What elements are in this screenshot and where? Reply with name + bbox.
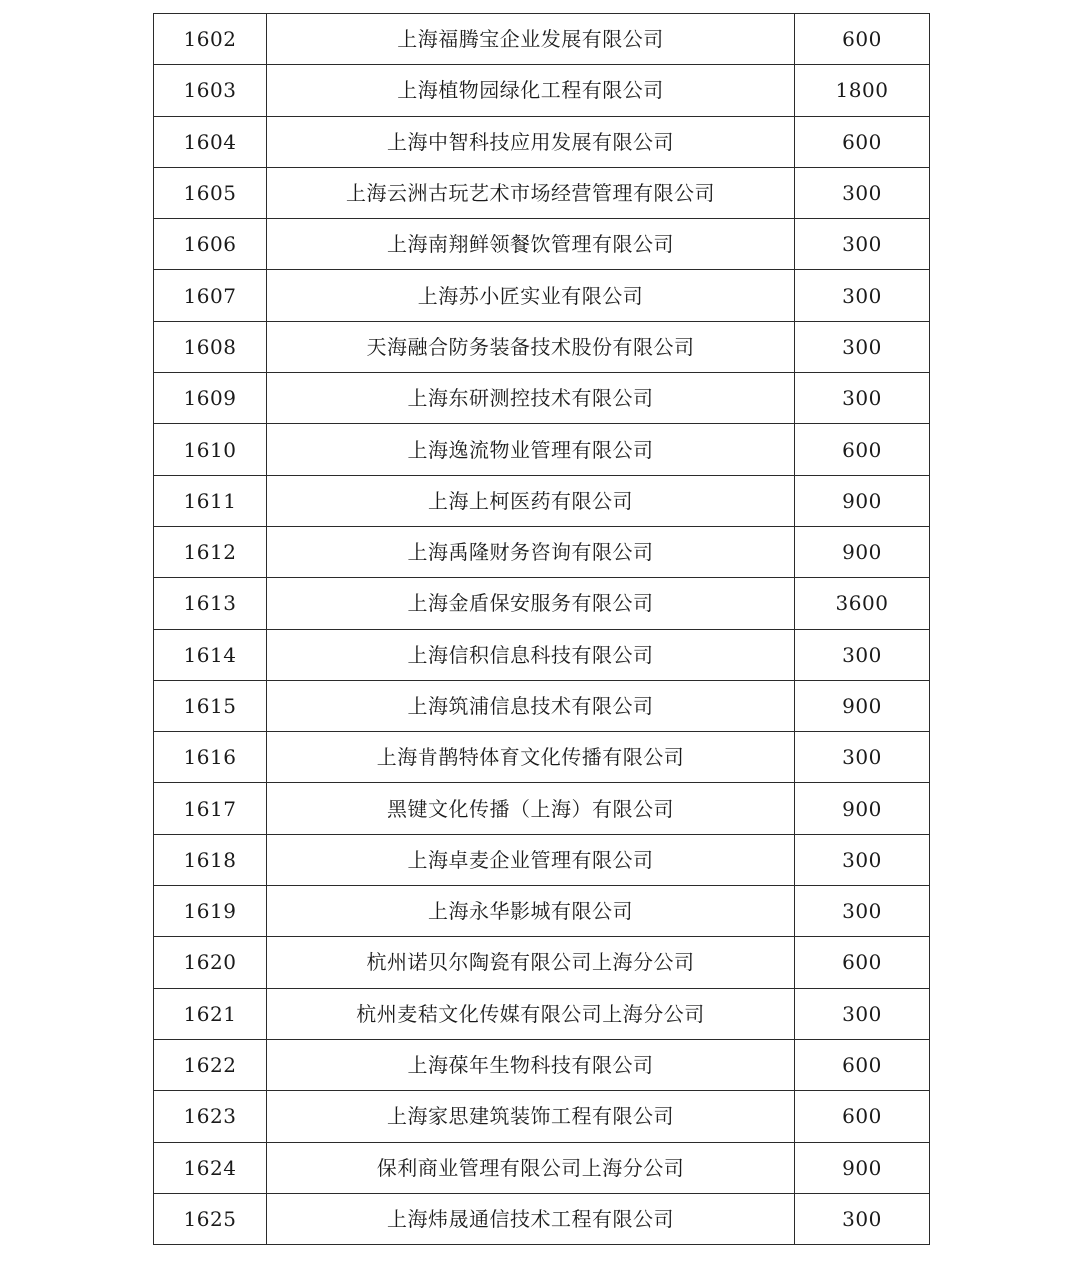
table-row bbox=[154, 988, 930, 1039]
row-number-cell: 1609 bbox=[154, 373, 267, 424]
amount-cell: 300 bbox=[795, 886, 930, 937]
amount-cell: 600 bbox=[795, 1091, 930, 1142]
row-number-cell: 1619 bbox=[154, 886, 267, 937]
amount-cell: 600 bbox=[795, 14, 930, 65]
company-name-cell: 黑键文化传播（上海）有限公司 bbox=[267, 783, 795, 834]
table-row bbox=[154, 14, 930, 65]
amount-cell: 600 bbox=[795, 937, 930, 988]
company-name-cell: 上海炜晟通信技术工程有限公司 bbox=[267, 1193, 795, 1244]
amount-cell: 900 bbox=[795, 1142, 930, 1193]
row-number-cell: 1615 bbox=[154, 680, 267, 731]
row-number-cell: 1603 bbox=[154, 65, 267, 116]
company-name-cell: 上海南翔鲜领餐饮管理有限公司 bbox=[267, 219, 795, 270]
amount-cell: 900 bbox=[795, 475, 930, 526]
table-row bbox=[154, 270, 930, 321]
table-row bbox=[154, 526, 930, 577]
row-number-cell: 1604 bbox=[154, 116, 267, 167]
company-name-cell: 上海金盾保安服务有限公司 bbox=[267, 578, 795, 629]
company-name-cell: 上海肯鹊特体育文化传播有限公司 bbox=[267, 732, 795, 783]
row-number-cell: 1612 bbox=[154, 526, 267, 577]
row-number-cell: 1618 bbox=[154, 834, 267, 885]
row-number-cell: 1624 bbox=[154, 1142, 267, 1193]
amount-cell: 600 bbox=[795, 1039, 930, 1090]
row-number-cell: 1621 bbox=[154, 988, 267, 1039]
table-row bbox=[154, 65, 930, 116]
table-row bbox=[154, 219, 930, 270]
amount-cell: 300 bbox=[795, 270, 930, 321]
row-number-cell: 1613 bbox=[154, 578, 267, 629]
company-name-cell: 上海福腾宝企业发展有限公司 bbox=[267, 14, 795, 65]
amount-cell: 900 bbox=[795, 783, 930, 834]
table-row bbox=[154, 732, 930, 783]
row-number-cell: 1622 bbox=[154, 1039, 267, 1090]
table-row bbox=[154, 578, 930, 629]
amount-cell: 900 bbox=[795, 526, 930, 577]
company-name-cell: 上海葆年生物科技有限公司 bbox=[267, 1039, 795, 1090]
company-name-cell: 上海信积信息科技有限公司 bbox=[267, 629, 795, 680]
table-row bbox=[154, 680, 930, 731]
table-row bbox=[154, 321, 930, 372]
amount-cell: 300 bbox=[795, 219, 930, 270]
table-row bbox=[154, 475, 930, 526]
company-name-cell: 上海永华影城有限公司 bbox=[267, 886, 795, 937]
amount-cell: 300 bbox=[795, 629, 930, 680]
company-name-cell: 上海卓麦企业管理有限公司 bbox=[267, 834, 795, 885]
row-number-cell: 1614 bbox=[154, 629, 267, 680]
table-row bbox=[154, 1193, 930, 1244]
company-name-cell: 上海苏小匠实业有限公司 bbox=[267, 270, 795, 321]
row-number-cell: 1607 bbox=[154, 270, 267, 321]
amount-cell: 300 bbox=[795, 834, 930, 885]
company-name-cell: 保利商业管理有限公司上海分公司 bbox=[267, 1142, 795, 1193]
row-number-cell: 1616 bbox=[154, 732, 267, 783]
company-name-cell: 天海融合防务装备技术股份有限公司 bbox=[267, 321, 795, 372]
company-name-cell: 上海中智科技应用发展有限公司 bbox=[267, 116, 795, 167]
company-name-cell: 上海东研测控技术有限公司 bbox=[267, 373, 795, 424]
company-table bbox=[153, 13, 930, 1245]
company-name-cell: 上海家思建筑装饰工程有限公司 bbox=[267, 1091, 795, 1142]
table-row bbox=[154, 116, 930, 167]
row-number-cell: 1623 bbox=[154, 1091, 267, 1142]
table-row bbox=[154, 1142, 930, 1193]
table-row bbox=[154, 937, 930, 988]
amount-cell: 300 bbox=[795, 373, 930, 424]
amount-cell: 1800 bbox=[795, 65, 930, 116]
amount-cell: 300 bbox=[795, 321, 930, 372]
row-number-cell: 1620 bbox=[154, 937, 267, 988]
table-row bbox=[154, 1091, 930, 1142]
row-number-cell: 1602 bbox=[154, 14, 267, 65]
company-name-cell: 上海植物园绿化工程有限公司 bbox=[267, 65, 795, 116]
company-name-cell: 上海逸流物业管理有限公司 bbox=[267, 424, 795, 475]
amount-cell: 900 bbox=[795, 680, 930, 731]
row-number-cell: 1610 bbox=[154, 424, 267, 475]
amount-cell: 600 bbox=[795, 424, 930, 475]
amount-cell: 300 bbox=[795, 732, 930, 783]
company-table-body bbox=[154, 14, 930, 1245]
company-name-cell: 上海筑浦信息技术有限公司 bbox=[267, 680, 795, 731]
company-name-cell: 上海上柯医药有限公司 bbox=[267, 475, 795, 526]
amount-cell: 300 bbox=[795, 1193, 930, 1244]
row-number-cell: 1608 bbox=[154, 321, 267, 372]
row-number-cell: 1617 bbox=[154, 783, 267, 834]
company-name-cell: 杭州诺贝尔陶瓷有限公司上海分公司 bbox=[267, 937, 795, 988]
table-row bbox=[154, 373, 930, 424]
row-number-cell: 1605 bbox=[154, 167, 267, 218]
row-number-cell: 1611 bbox=[154, 475, 267, 526]
table-row bbox=[154, 886, 930, 937]
company-name-cell: 杭州麦秸文化传媒有限公司上海分公司 bbox=[267, 988, 795, 1039]
table-row bbox=[154, 424, 930, 475]
amount-cell: 600 bbox=[795, 116, 930, 167]
amount-cell: 300 bbox=[795, 167, 930, 218]
company-name-cell: 上海禹隆财务咨询有限公司 bbox=[267, 526, 795, 577]
table-row bbox=[154, 629, 930, 680]
table-row bbox=[154, 1039, 930, 1090]
table-row bbox=[154, 167, 930, 218]
company-name-cell: 上海云洲古玩艺术市场经营管理有限公司 bbox=[267, 167, 795, 218]
amount-cell: 300 bbox=[795, 988, 930, 1039]
table-row bbox=[154, 834, 930, 885]
table-row bbox=[154, 783, 930, 834]
row-number-cell: 1625 bbox=[154, 1193, 267, 1244]
row-number-cell: 1606 bbox=[154, 219, 267, 270]
amount-cell: 3600 bbox=[795, 578, 930, 629]
